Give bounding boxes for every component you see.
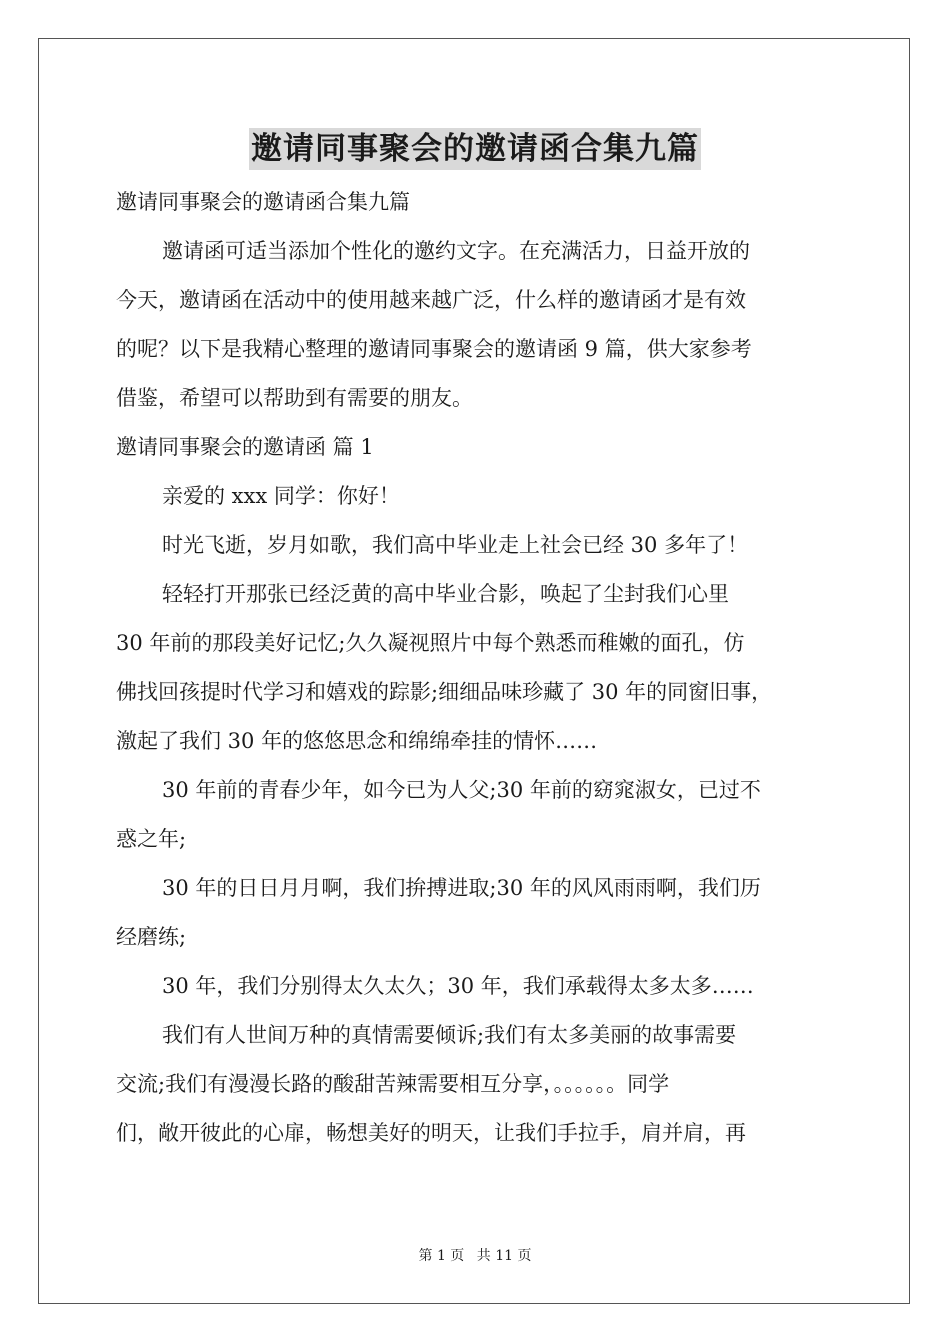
- paragraph-line: 30 年前的青春少年，如今已为人父;30 年前的窈窕淑女，已过不: [162, 778, 761, 802]
- paragraph-line: 30 年前的那段美好记忆;久久凝视照片中每个熟悉而稚嫩的面孔，仿: [116, 631, 745, 655]
- paragraph-line: 们，敞开彼此的心扉，畅想美好的明天，让我们手拉手，肩并肩，再: [116, 1121, 746, 1145]
- section-heading: 邀请同事聚会的邀请函 篇 1: [116, 435, 374, 459]
- paragraph-time: [116, 521, 836, 570]
- paragraph-line: 激起了我们 30 年的悠悠思念和绵绵牵挂的情怀……: [116, 729, 598, 753]
- page-number: 第 1 页: [418, 1248, 465, 1264]
- intro-paragraph: [116, 227, 836, 423]
- paragraph-line: 30 年，我们分别得太久太久；30 年，我们承载得太多太多……: [162, 974, 754, 998]
- paragraph-line: 轻轻打开那张已经泛黄的高中毕业合影，唤起了尘封我们心里: [162, 582, 729, 606]
- document-title: 邀请同事聚会的邀请函合集九篇: [249, 128, 701, 170]
- paragraph-years: [116, 864, 836, 962]
- paragraph-line: 经磨练;: [116, 925, 187, 949]
- title-area: [0, 128, 950, 170]
- paragraph-line: 交流;我们有漫漫长路的酸甜苦辣需要相互分享，。。。。。。同学: [116, 1072, 670, 1096]
- paragraph-line: 时光飞逝，岁月如歌，我们高中毕业走上社会已经 30 多年了！: [162, 533, 749, 557]
- paragraph-sharing: [116, 1011, 836, 1158]
- paragraph-photo: [116, 570, 836, 766]
- document-subtitle: 邀请同事聚会的邀请函合集九篇: [116, 190, 410, 214]
- intro-line: 邀请函可适当添加个性化的邀约文字。在充满活力，日益开放的: [162, 239, 750, 263]
- document-body: [116, 178, 836, 1158]
- paragraph-line: 惑之年;: [116, 827, 187, 851]
- intro-line: 借鉴，希望可以帮助到有需要的朋友。: [116, 386, 473, 410]
- paragraph-youth: [116, 766, 836, 864]
- paragraph-separation: [116, 962, 836, 1011]
- page-footer: [0, 1246, 950, 1266]
- intro-line: 的呢？以下是我精心整理的邀请同事聚会的邀请函 9 篇，供大家参考: [116, 337, 752, 361]
- paragraph-line: 佛找回孩提时代学习和嬉戏的踪影;细细品味珍藏了 30 年的同窗旧事，: [116, 680, 773, 704]
- page-total: 共 11 页: [476, 1248, 532, 1264]
- paragraph-line: 亲爱的 xxx 同学：你好！: [162, 484, 400, 508]
- intro-line: 今天，邀请函在活动中的使用越来越广泛，什么样的邀请函才是有效: [116, 288, 746, 312]
- paragraph-line: 我们有人世间万种的真情需要倾诉;我们有太多美丽的故事需要: [162, 1023, 737, 1047]
- paragraph-greeting: [116, 472, 836, 521]
- paragraph-line: 30 年的日日月月啊，我们拚搏进取;30 年的风风雨雨啊，我们历: [162, 876, 761, 900]
